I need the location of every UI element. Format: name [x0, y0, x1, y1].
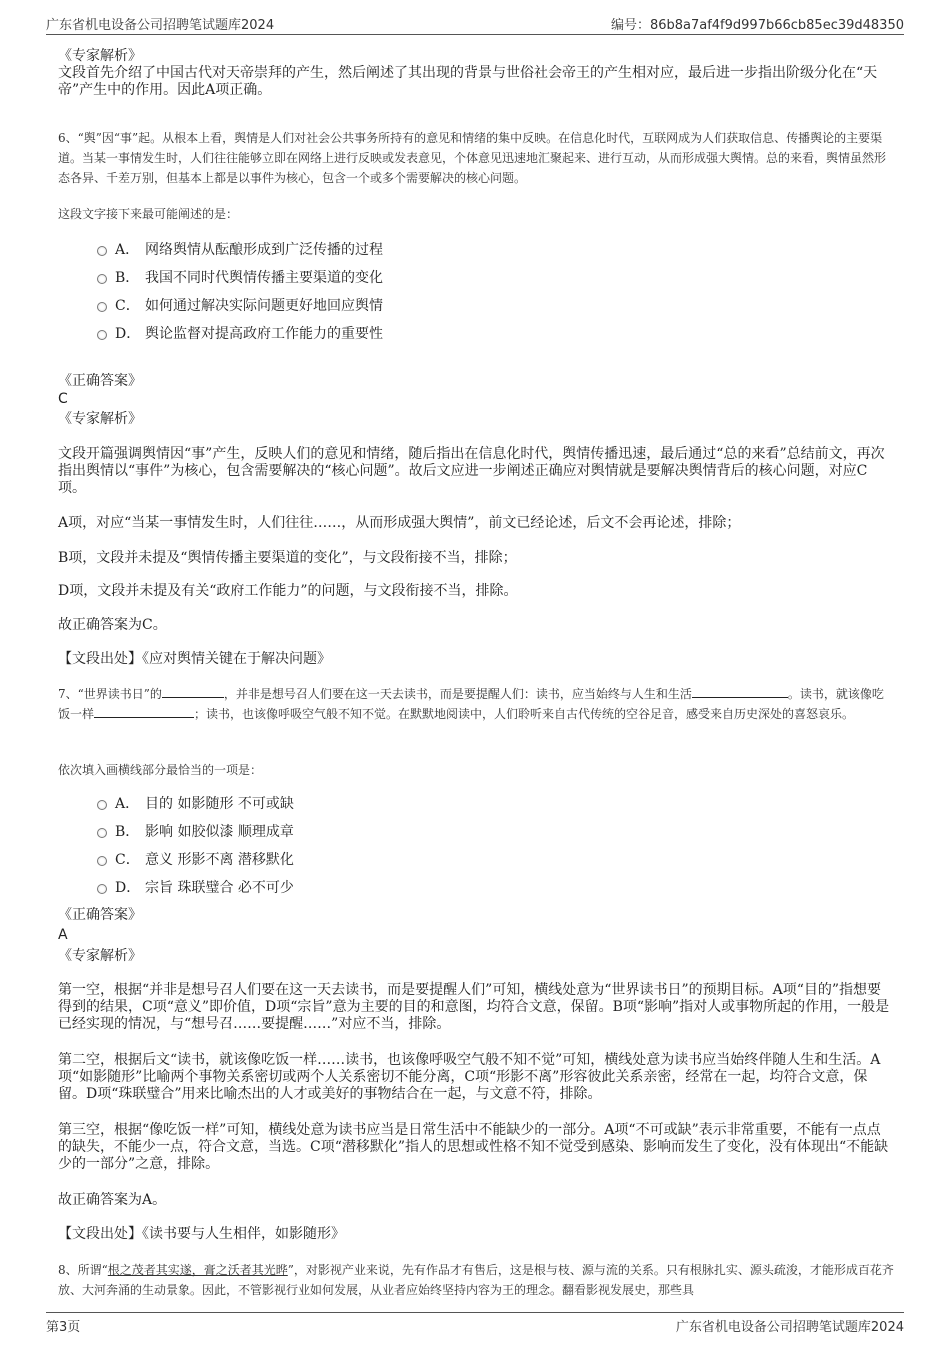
q6-stem: 6、“舆”因“事”起。从根本上看，舆情是人们对社会公共事务所持有的意见和情绪的集中反映。在信息化时代，互联网成为人们获取信息、传播舆论的主要渠道。当某一事情发生时，人们往往能够立即在网络上进行反映或发表意见，个体意见迅速地汇聚起来、进行互动，从而形成强大舆情。总的来看，舆情虽然形态各异、千差万别，但基本上都是以事件为核心，包含一个或多个需要解决的核心问题。 — [58, 131, 887, 185]
q8-quote: 根之茂者其实遂，膏之沃者其光晔 — [107, 1263, 288, 1277]
header-title: 广东省机电设备公司招聘笔试题库2024 — [46, 18, 275, 33]
q7-source: 【文段出处】《读书要与人生相伴，如影随形》 — [58, 1226, 345, 1242]
blank-1 — [162, 685, 224, 698]
page-header — [46, 14, 904, 35]
blank-3 — [94, 705, 194, 718]
q7-analysis-title: 《专家解析》 — [58, 948, 142, 964]
q6-analysis-p3: B项，文段并未提及“舆情传播主要渠道的变化”，与文段衔接不当，排除； — [58, 550, 517, 566]
header-doc-id: 编号：86b8a7af4f9d997b66cb85ec39d48350 — [610, 18, 904, 33]
q6-option-b[interactable]: B． 我国不同时代舆情传播主要渠道的变化 — [97, 269, 383, 287]
q7-option-a[interactable]: A． 目的 如影随形 不可或缺 — [97, 795, 294, 813]
q6-option-a[interactable]: A． 网络舆情从酝酿形成到广泛传播的过程 — [97, 241, 383, 259]
q7-answer: A — [58, 927, 68, 943]
footer-title: 广东省机电设备公司招聘笔试题库2024 — [675, 1320, 904, 1335]
prev-analysis-text: 文段首先介绍了中国古代对天帝崇拜的产生，然后阐述了其出现的背景与世俗社会帝王的产生相对应，最后进一步指出阶级分化在“天帝”产生中的作用。因此A项正确。 — [58, 65, 878, 98]
radio-icon[interactable] — [97, 246, 107, 256]
q6-analysis-p1: 文段开篇强调舆情因“事”产生，反映人们的意见和情绪，随后指出在信息化时代，舆情传播迅速，最后通过“总的来看”总结前文，再次指出舆情以“事件”为核心，包含需要解决的“核心问题”。故后文应进一步阐述正确应对舆情就是要解决舆情背后的核心问题，对应C项。 — [58, 446, 885, 496]
prev-analysis-title: 《专家解析》 — [58, 48, 142, 64]
radio-icon[interactable] — [97, 274, 107, 284]
radio-icon[interactable] — [97, 828, 107, 838]
q7-answer-title: 《正确答案》 — [58, 907, 142, 923]
q7-stem: 7、“世界读书日”的 ，并非是想号召人们要在这一天去读书，而是要提醒人们：读书，应当始终与人生和生活 。读书，就该像吃饭一样 ；读书，也该像呼吸空气般不知不觉。在默默地阅读中，人们聆听来自古代传统的空谷足音，感受来自历史深处的喜怒哀乐。 — [58, 687, 884, 721]
q7-analysis-p1: 第一空，根据“并非是想号召人们要在这一天去读书，而是要提醒人们”可知，横线处意为“世界读书日”的预期目标。A项“目的”指想要得到的结果，C项“意义”即价值，D项“宗旨”意为主要的目的和意图，均符合文意，保留。B项“影响”指对人或事物所起的作用，一般是已经实现的情况，与“想号召……要提醒……”对应不当，排除。 — [58, 982, 890, 1032]
q7-option-b[interactable]: B． 影响 如胶似漆 顺理成章 — [97, 823, 294, 841]
q7-analysis-p3: 第三空，根据“像吃饭一样”可知，横线处意为读书应当是日常生活中不能缺少的一部分。A项“不可或缺”表示非常重要，不能有一点点的缺失，不能少一点，符合文意，当选。C项“潜移默化”指人的思想或性格不知不觉受到感染、影响而发生了变化，没有体现出“不能缺少的一部分”之意，排除。 — [58, 1122, 889, 1172]
q7-analysis-p4: 故正确答案为A。 — [58, 1192, 167, 1208]
q6-analysis-p2: A项，对应“当某一事情发生时，人们往往……，从而形成强大舆情”，前文已经论述，后文不会再论述，排除； — [58, 515, 741, 531]
radio-icon[interactable] — [97, 302, 107, 312]
q7-option-c[interactable]: C． 意义 形影不离 潜移默化 — [97, 851, 294, 869]
q7-analysis-p2: 第二空，根据后文“读书，就该像吃饭一样……读书，也该像呼吸空气般不知不觉”可知，横线处意为读书应当始终伴随人生和生活。A项“如影随形”比喻两个事物关系密切或两个人关系密切不能分离，C项“形影不离”形容彼此关系亲密，经常在一起，均符合文意，保留。D项“珠联璧合”用来比喻杰出的人才或美好的事物结合在一起，与文意不符，排除。 — [58, 1052, 881, 1102]
radio-icon[interactable] — [97, 884, 107, 894]
q6-option-c[interactable]: C． 如何通过解决实际问题更好地回应舆情 — [97, 297, 383, 315]
q6-analysis-p4: D项，文段并未提及有关“政府工作能力”的问题，与文段衔接不当，排除。 — [58, 583, 518, 599]
radio-icon[interactable] — [97, 856, 107, 866]
q6-answer: C — [58, 391, 68, 407]
q6-prompt: 这段文字接下来最可能阐述的是： — [58, 207, 239, 221]
q6-answer-title: 《正确答案》 — [58, 373, 142, 389]
q6-option-d[interactable]: D． 舆论监督对提高政府工作能力的重要性 — [97, 325, 383, 343]
blank-2 — [692, 685, 788, 698]
q6-analysis-p5: 故正确答案为C。 — [58, 617, 167, 633]
q8-stem: 8、所谓“根之茂者其实遂，膏之沃者其光晔”，对影视产业来说，先有作品才有售后，这是根与枝、源与流的关系。只有根脉扎实、源头疏浚，才能形成百花齐放、大河奔涌的生动景象。因此，不管影视行业如何发展，从业者应始终坚持内容为王的理念。翻看影视发展史，那些具 — [58, 1263, 894, 1297]
page-number: 第3页 — [46, 1320, 81, 1335]
q6-analysis-title: 《专家解析》 — [58, 411, 142, 427]
q7-option-d[interactable]: D． 宗旨 珠联璧合 必不可少 — [97, 879, 294, 897]
q7-prompt: 依次填入画横线部分最恰当的一项是： — [58, 763, 263, 777]
page-footer — [46, 1312, 904, 1333]
q6-source: 【文段出处】《应对舆情关键在于解决问题》 — [58, 651, 331, 667]
radio-icon[interactable] — [97, 800, 107, 810]
radio-icon[interactable] — [97, 330, 107, 340]
